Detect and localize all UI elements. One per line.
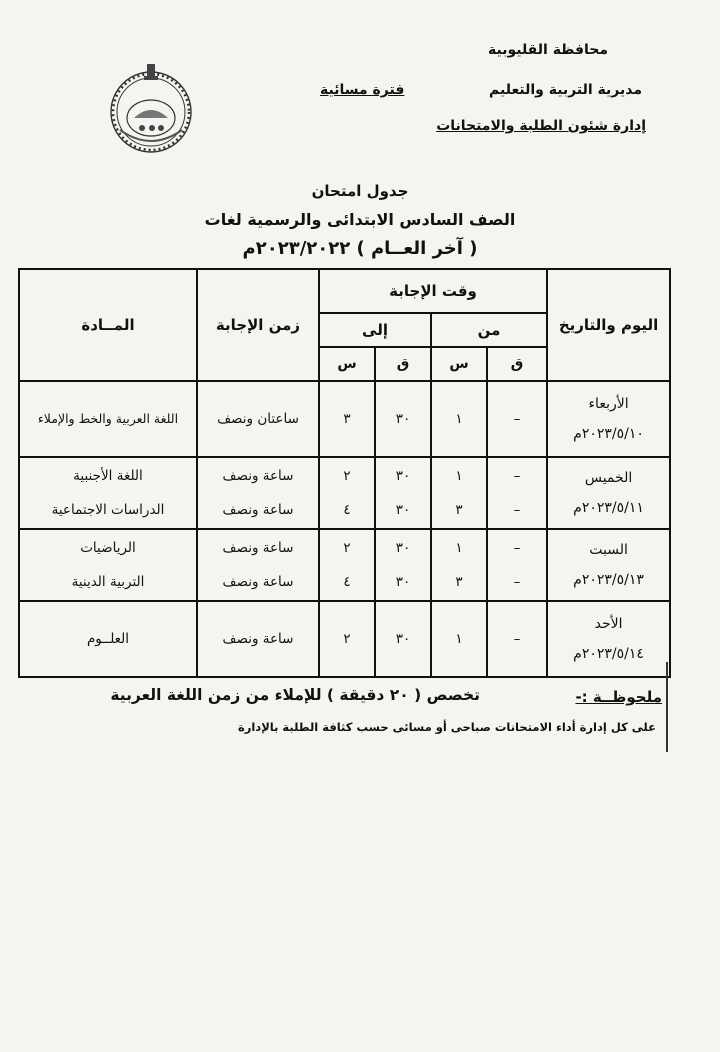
duration: ساعة ونصف <box>222 631 294 647</box>
to-hour: ٤ <box>343 574 351 590</box>
margin-line <box>666 662 668 752</box>
duration: ساعة ونصف <box>222 540 294 556</box>
note-dictation: تخصص ( ٢٠ دقيقة ) للإملاء من زمن اللغة العربية <box>110 686 480 704</box>
duration: ساعتان ونصف <box>217 411 299 427</box>
duration: ساعة ونصف <box>222 468 294 484</box>
to-minute: ٣٠ <box>395 502 411 518</box>
from-minute: – <box>513 631 521 647</box>
header-from-minute: ق <box>487 347 547 381</box>
day-cell <box>547 457 670 529</box>
note-admin: على كل إدارة أداء الامتحانات صباحى أو مسائى حسب كثافة الطلبة بالإدارة <box>237 720 656 734</box>
to-hour: ٣ <box>343 411 351 427</box>
from-minute: – <box>513 502 521 518</box>
to-hour: ٤ <box>343 502 351 518</box>
header-to-minute: ق <box>375 347 431 381</box>
day-date: ٢٠٢٣/٥/١٣م <box>573 572 644 588</box>
term-title: ( آخر العــام ) ٢٠٢٣/٢٠٢٢م <box>242 238 478 259</box>
header-from: من <box>431 313 547 347</box>
to-minute: ٣٠ <box>395 411 411 427</box>
day-date: ٢٠٢٣/٥/١٤م <box>573 646 644 662</box>
from-hour: ٣ <box>455 574 463 590</box>
header-subject: المــادة <box>19 269 197 381</box>
day-name: السبت <box>589 542 628 558</box>
day-name: الأربعاء <box>588 396 629 412</box>
grade-title: الصف السادس الابتدائى والرسمية لغات <box>204 210 516 229</box>
day-cell <box>547 381 670 457</box>
from-hour: ٣ <box>455 502 463 518</box>
day-name: الخميس <box>584 470 633 486</box>
subject: العلــوم <box>86 631 130 647</box>
day-date: ٢٠٢٣/٥/١١م <box>573 500 644 516</box>
to-hour: ٢ <box>343 540 351 556</box>
exam-schedule-table <box>18 268 671 678</box>
subject: الدراسات الاجتماعية <box>51 502 165 518</box>
header-day-date: اليوم والتاريخ <box>547 269 670 381</box>
header-from-hour: س <box>431 347 487 381</box>
subject: اللغة العربية والخط والإملاء <box>37 411 179 426</box>
to-hour: ٢ <box>343 631 351 647</box>
department-label: إدارة شئون الطلبة والامتحانات <box>436 118 646 134</box>
from-minute: – <box>513 540 521 556</box>
table-row <box>19 381 670 457</box>
exam-title: جدول امتحان <box>311 182 409 200</box>
subject: الرياضيات <box>80 540 136 556</box>
header-to-hour: س <box>319 347 375 381</box>
day-name: الأحد <box>594 616 623 632</box>
from-hour: ١ <box>455 468 463 484</box>
from-minute: – <box>513 411 521 427</box>
duration: ساعة ونصف <box>222 502 294 518</box>
subject: اللغة الأجنبية <box>73 468 143 484</box>
period-label: فترة مسائية <box>320 82 405 98</box>
directorate-label: مديرية التربية والتعليم <box>489 82 642 98</box>
governorate-label: محافظة القليوبية <box>488 42 608 58</box>
ministry-seal-logo <box>100 60 202 154</box>
table-row <box>19 601 670 677</box>
to-minute: ٣٠ <box>395 540 411 556</box>
to-hour: ٢ <box>343 468 351 484</box>
day-cell <box>547 601 670 677</box>
from-hour: ١ <box>455 411 463 427</box>
note-label: ملحوظــة :- <box>575 688 662 706</box>
from-minute: – <box>513 468 521 484</box>
header-to: إلى <box>319 313 431 347</box>
table-row <box>19 529 670 601</box>
duration: ساعة ونصف <box>222 574 294 590</box>
to-minute: ٣٠ <box>395 468 411 484</box>
table-row <box>19 457 670 529</box>
header-answer-time: وقت الإجابة <box>319 269 547 313</box>
day-cell <box>547 529 670 601</box>
from-hour: ١ <box>455 540 463 556</box>
from-minute: – <box>513 574 521 590</box>
subject: التربية الدينية <box>71 574 145 590</box>
day-date: ٢٠٢٣/٥/١٠م <box>573 426 644 442</box>
to-minute: ٣٠ <box>395 574 411 590</box>
header-duration: زمن الإجابة <box>197 269 319 381</box>
from-hour: ١ <box>455 631 463 647</box>
to-minute: ٣٠ <box>395 631 411 647</box>
